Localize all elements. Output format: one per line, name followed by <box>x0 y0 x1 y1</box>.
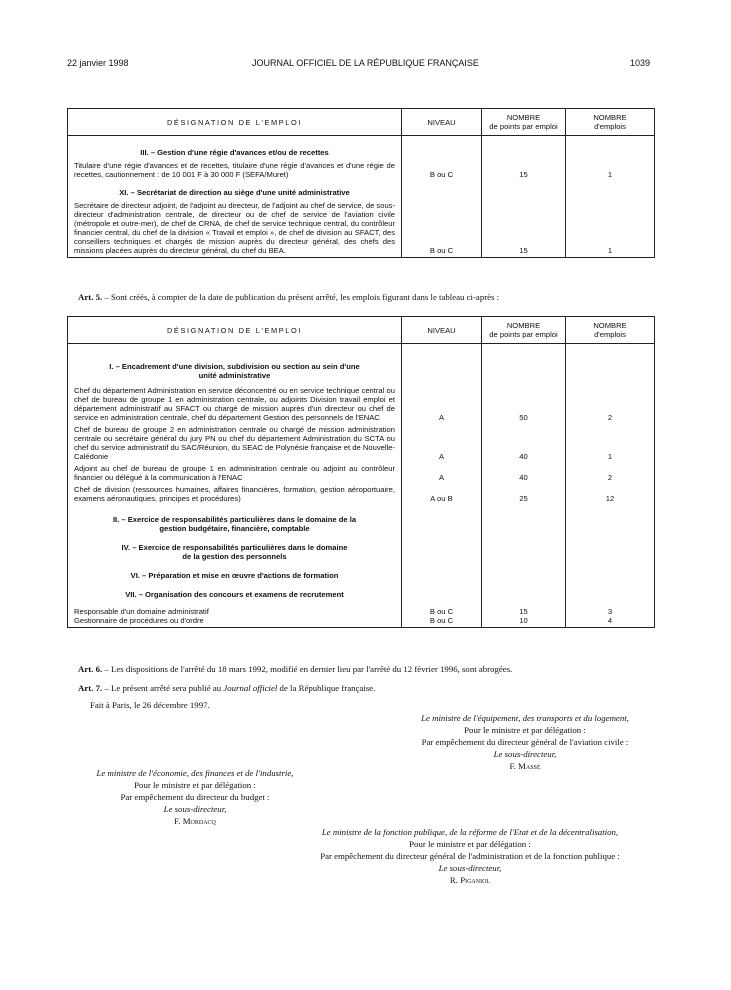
row-niveau: A <box>402 422 482 461</box>
row-points: 40 <box>482 461 566 482</box>
row-niveau: A <box>402 461 482 482</box>
row-designation: Chef de bureau de groupe 2 en administration centrale ou chargé de mission administration centrale ou secrétaire général du jury PN ou chef du département Administration du SCTA ou chef du service administratif du SAC/Réunion, du SEAC de Polynésie française et de Nouvelle-Calédonie <box>68 422 402 461</box>
row-points: 50 <box>482 386 566 422</box>
table-2 <box>67 316 655 628</box>
col-emplois-l1: NOMBRE <box>593 113 627 122</box>
header-date: 22 janvier 1998 <box>67 58 129 68</box>
row-niveau: B ou C <box>402 607 482 616</box>
table-1 <box>67 108 655 258</box>
section-heading <box>68 565 655 584</box>
row-emplois: 1 <box>566 422 655 461</box>
signature-minister: Le ministre de la fonction publique, de la réforme de l'Etat et de la décentralisation, <box>321 827 619 837</box>
article-7-label: Art. 7. <box>78 683 103 693</box>
signature-fonction-publique <box>270 826 670 886</box>
row-points: 15 <box>482 201 566 258</box>
row-niveau: B ou C <box>402 616 482 628</box>
signature-name: F. Massé <box>509 761 541 771</box>
row-designation: Secrétaire de directeur adjoint, de l'adjoint au directeur, de l'adjoint au chef de service, de sous-directeur d'administration centrale, de directeur ou de chef de service de l'aviation civile (métropole et outre-mer), de chef de CRNA, de chef de service technique central, du contrôleur financier central, du chef de la division « Travail et emploi », de chef de division au SFACT, des conseillers techniques et chargés de mission auprès du directeur général, des chefs des missions placées auprès du directeur général, du chef du BEA. <box>68 201 402 258</box>
col-points-l2: de points par emploi <box>489 330 558 339</box>
row-designation: Responsable d'un domaine administratif <box>68 607 402 616</box>
signature-role: Le sous-directeur, <box>163 804 227 814</box>
col-emplois <box>566 317 655 344</box>
col-points <box>482 109 566 136</box>
col-points-l2: de points par emploi <box>489 122 558 131</box>
signature-role: Le sous-directeur, <box>493 749 557 759</box>
row-points: 15 <box>482 607 566 616</box>
row-designation: Titulaire d'une régie d'avances et de recettes, titulaire d'une régie d'avances et d'une régie de recettes, cautionnement : de 10 001 F à 30 000 F (SEFA/Muret) <box>68 161 402 179</box>
section-heading <box>68 136 655 162</box>
col-emplois <box>566 109 655 136</box>
section-heading <box>68 179 655 201</box>
article-6-text: – Les dispositions de l'arrêté du 18 mars 1992, modifié en dernier lieu par l'arrêté du 12 février 1996, sont abrogées. <box>102 664 513 674</box>
section-title: VII. – Organisation des concours et examens de recrutement <box>68 584 402 607</box>
section-title: VI. – Préparation et mise en œuvre d'actions de formation <box>68 565 402 584</box>
article-7-text-c: de la République française. <box>277 683 376 693</box>
signature-equipement <box>380 712 670 772</box>
col-points-l1: NOMBRE <box>506 113 541 122</box>
col-designation: DÉSIGNATION DE L'EMPLOI <box>68 109 402 136</box>
row-niveau: B ou C <box>402 201 482 258</box>
table-header <box>68 109 655 136</box>
signature-minister: Le ministre de l'économie, des finances et de l'industrie, <box>96 768 294 778</box>
section-heading <box>68 537 655 565</box>
table-header <box>68 317 655 344</box>
row-designation: Chef de division (ressources humaines, affaires financières, formation, gestion aéroportuaire, examens aéronautiques, principes et procédures) <box>68 482 402 503</box>
article-5 <box>78 291 654 304</box>
col-emplois-l2: d'emplois <box>594 122 626 131</box>
row-emplois: 1 <box>566 161 655 179</box>
signature-delegation: Pour le ministre et par délégation : <box>464 725 586 735</box>
table-row <box>68 201 655 258</box>
article-7 <box>78 682 654 695</box>
section-heading <box>68 503 655 537</box>
fait-a-paris: Fait à Paris, le 26 décembre 1997. <box>90 700 210 710</box>
table-row <box>68 616 655 628</box>
row-designation: Chef du département Administration en service déconcentré ou en service technique central ou chef de bureau de groupe 1 en administration centrale, ou adjoints Division travail emploi et département administratif au SFACT ou chargé de mission auprès d'un directeur ou chef de service en administration centrale, chef du département Gestion des personnels de l'ENAC <box>68 386 402 422</box>
signature-minister: Le ministre de l'équipement, des transports et du logement, <box>421 713 629 723</box>
col-designation: DÉSIGNATION DE L'EMPLOI <box>68 317 402 344</box>
article-7-text-a: – Le présent arrêté sera publié au <box>102 683 224 693</box>
article-6 <box>78 663 654 676</box>
row-points: 40 <box>482 422 566 461</box>
row-points: 15 <box>482 161 566 179</box>
row-niveau: B ou C <box>402 161 482 179</box>
section-heading <box>68 344 655 387</box>
row-emplois: 1 <box>566 201 655 258</box>
article-5-text: – Sont créés, à compter de la date de publication du présent arrêté, les emplois figurant dans le tableau ci-après : <box>102 292 500 302</box>
journal-title: JOURNAL OFFICIEL DE LA RÉPUBLIQUE FRANÇAISE <box>252 58 479 68</box>
signature-empechement: Par empêchement du directeur général de l'administration et de la fonction publique : <box>320 851 620 861</box>
row-niveau: A <box>402 386 482 422</box>
section-title: I. – Encadrement d'une division, subdivision ou section au sein d'une unité administrative <box>68 344 402 387</box>
row-emplois: 3 <box>566 607 655 616</box>
signature-empechement: Par empêchement du directeur du budget : <box>120 792 270 802</box>
row-emplois: 2 <box>566 461 655 482</box>
col-points-l1: NOMBRE <box>506 321 541 330</box>
table-row <box>68 161 655 179</box>
section-title: II. – Exercice de responsabilités particulières dans le domaine de la gestion budgétaire, financière, comptable <box>68 503 402 537</box>
article-7-journal: Journal officiel <box>223 683 278 693</box>
row-emplois: 12 <box>566 482 655 503</box>
article-6-label: Art. 6. <box>78 664 103 674</box>
section-title: III. – Gestion d'une régie d'avances et/ou de recettes <box>68 136 402 162</box>
table-row <box>68 607 655 616</box>
col-niveau: NIVEAU <box>402 109 482 136</box>
page-number: 1039 <box>630 58 651 68</box>
row-emplois: 4 <box>566 616 655 628</box>
row-points: 25 <box>482 482 566 503</box>
row-designation: Gestionnaire de procédures ou d'ordre <box>68 616 402 628</box>
row-points: 10 <box>482 616 566 628</box>
section-title: IV. – Exercice de responsabilités particulières dans le domaine de la gestion des personnels <box>68 537 402 565</box>
signature-economie <box>60 767 330 827</box>
col-emplois-l1: NOMBRE <box>593 321 627 330</box>
table-row <box>68 386 655 422</box>
col-niveau: NIVEAU <box>402 317 482 344</box>
table-row <box>68 482 655 503</box>
row-niveau: A ou B <box>402 482 482 503</box>
col-points <box>482 317 566 344</box>
signature-delegation: Pour le ministre et par délégation : <box>134 780 256 790</box>
col-emplois-l2: d'emplois <box>594 330 626 339</box>
section-heading <box>68 584 655 607</box>
signature-name: R. Piganiol <box>449 875 491 885</box>
signature-role: Le sous-directeur, <box>438 863 502 873</box>
article-5-label: Art. 5. <box>78 292 103 302</box>
row-emplois: 2 <box>566 386 655 422</box>
signature-delegation: Pour le ministre et par délégation : <box>409 839 531 849</box>
table-row <box>68 422 655 461</box>
section-title: XI. – Secrétariat de direction au siège d'une unité administrative <box>68 179 402 201</box>
table-row <box>68 461 655 482</box>
signature-empechement: Par empêchement du directeur général de l'aviation civile : <box>421 737 629 747</box>
row-designation: Adjoint au chef de bureau de groupe 1 en administration centrale ou adjoint au contrôleur financier ou délégué à la communication à l'ENAC <box>68 461 402 482</box>
signature-name: F. Mordacq <box>174 816 216 826</box>
